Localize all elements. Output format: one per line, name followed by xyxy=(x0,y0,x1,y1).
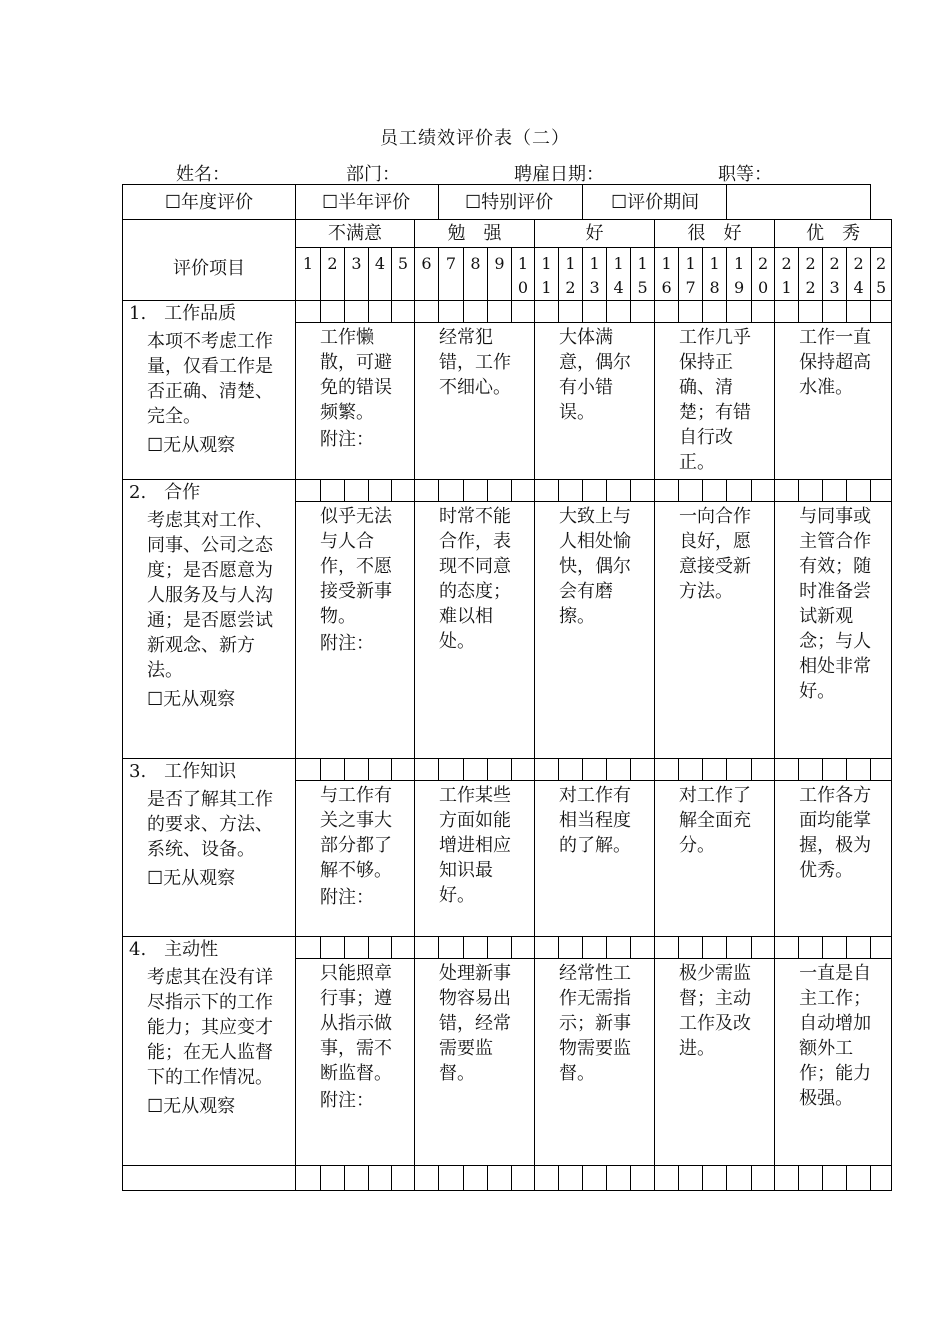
score-box[interactable] xyxy=(392,759,415,781)
score-box[interactable] xyxy=(321,301,345,323)
score-box[interactable] xyxy=(321,759,345,781)
score-3: 3 xyxy=(345,248,369,301)
score-box[interactable] xyxy=(464,759,488,781)
score-box[interactable] xyxy=(559,301,583,323)
score-box[interactable] xyxy=(583,937,607,959)
period-row xyxy=(123,185,892,220)
score-15: 1 5 xyxy=(631,248,655,301)
score-box[interactable] xyxy=(631,1166,655,1191)
score-24: 2 4 xyxy=(847,248,871,301)
score-box[interactable] xyxy=(439,301,464,323)
level-description-1 xyxy=(296,781,415,937)
note-label: 附注： xyxy=(320,633,374,654)
eval-item-header: 评价项目 xyxy=(123,220,296,301)
score-box[interactable] xyxy=(703,759,727,781)
score-14: 1 4 xyxy=(607,248,631,301)
period-option-semiannual[interactable] xyxy=(296,185,439,220)
score-box[interactable] xyxy=(775,759,799,781)
not-observable-checkbox[interactable]: ☐无从观察 xyxy=(147,435,236,456)
score-box[interactable] xyxy=(345,937,369,959)
score-12: 1 2 xyxy=(559,248,583,301)
level-description-1 xyxy=(296,502,415,759)
score-9: 9 xyxy=(488,248,512,301)
score-box[interactable] xyxy=(752,301,775,323)
score-box[interactable] xyxy=(655,759,679,781)
score-box[interactable] xyxy=(583,759,607,781)
score-box[interactable] xyxy=(752,1166,775,1191)
level-text: 似乎无法与人合作，不愿接受新事物。 xyxy=(320,506,392,627)
score-box[interactable] xyxy=(823,301,847,323)
score-box[interactable] xyxy=(369,937,392,959)
score-box[interactable] xyxy=(559,1166,583,1191)
item-description: 考虑其在没有详尽指示下的工作能力；其应变才能；在无人监督下的工作情况。 xyxy=(147,967,273,1088)
item-initiative-score-row xyxy=(123,937,892,959)
level-text: 工作某些方面如能增进相应知识最好。 xyxy=(439,785,511,906)
form-title: 员工绩效评价表（二） xyxy=(380,128,570,149)
note-label: 附注： xyxy=(320,887,374,908)
score-box[interactable] xyxy=(775,1166,799,1191)
level-text: 与同事或主管合作有效；随时准备尝试新观念；与人相处非常好。 xyxy=(799,506,872,702)
note-label: 附注： xyxy=(320,1090,374,1111)
item-description: 考虑其对工作、同事、公司之态度；是否愿意为人服务及与人沟通；是否愿尝试新观念、新方法。 xyxy=(147,510,273,681)
level-text: 经常犯错，工作不细心。 xyxy=(439,327,511,398)
item-title: 4. 主动性 xyxy=(129,939,219,960)
score-box[interactable] xyxy=(703,480,727,502)
score-box[interactable] xyxy=(703,937,727,959)
level-description-3 xyxy=(535,959,655,1166)
grade-header-3: 好 xyxy=(535,220,655,248)
score-box[interactable] xyxy=(488,759,512,781)
level-description-4 xyxy=(655,959,775,1166)
level-description-2 xyxy=(415,781,535,937)
score-box[interactable] xyxy=(559,759,583,781)
name-field-label: 姓名： xyxy=(176,164,230,185)
score-box[interactable] xyxy=(464,1166,488,1191)
item-title: 2. 合作 xyxy=(129,482,201,503)
level-text: 一向合作良好，愿意接受新方法。 xyxy=(679,506,752,602)
score-box[interactable] xyxy=(439,1166,464,1191)
level-text: 经常性工作无需指示；新事物需要监督。 xyxy=(559,963,632,1084)
score-box[interactable] xyxy=(392,937,415,959)
score-25: 2 5 xyxy=(871,248,892,301)
score-box[interactable] xyxy=(823,937,847,959)
score-box[interactable] xyxy=(296,480,321,502)
level-description-3 xyxy=(535,781,655,937)
score-box[interactable] xyxy=(847,301,871,323)
score-box[interactable] xyxy=(439,759,464,781)
custom-label: ☐评价期间 xyxy=(611,191,700,213)
item-quality-score-row xyxy=(123,301,892,323)
score-5: 5 xyxy=(392,248,415,301)
score-box[interactable] xyxy=(535,937,559,959)
score-18: 1 8 xyxy=(703,248,727,301)
score-box[interactable] xyxy=(703,1166,727,1191)
item-quality-cell xyxy=(123,301,296,480)
score-box[interactable] xyxy=(512,1166,535,1191)
grade-header-row xyxy=(123,220,892,248)
level-description-3 xyxy=(535,323,655,480)
score-box[interactable] xyxy=(488,937,512,959)
score-box[interactable] xyxy=(679,480,703,502)
level-text: 只能照章行事；遵从指示做事，需不断监督。 xyxy=(320,963,392,1084)
score-box[interactable] xyxy=(752,480,775,502)
score-box[interactable] xyxy=(727,301,752,323)
score-box[interactable] xyxy=(727,937,752,959)
score-box[interactable] xyxy=(871,480,892,502)
level-text: 对工作了解全面充分。 xyxy=(679,785,752,856)
score-box[interactable] xyxy=(799,759,823,781)
score-box[interactable] xyxy=(439,480,464,502)
department-field-label: 部门： xyxy=(346,164,400,185)
level-text: 对工作有相当程度的了解。 xyxy=(559,785,632,856)
score-box[interactable] xyxy=(847,759,871,781)
item-initiative-cell xyxy=(123,937,296,1166)
score-2: 2 xyxy=(321,248,345,301)
score-box[interactable] xyxy=(679,1166,703,1191)
item-knowledge-cell xyxy=(123,759,296,937)
score-box[interactable] xyxy=(871,1166,892,1191)
score-box[interactable] xyxy=(703,301,727,323)
score-box[interactable] xyxy=(512,759,535,781)
score-box[interactable] xyxy=(345,301,369,323)
score-box[interactable] xyxy=(535,301,559,323)
evaluation-table xyxy=(122,184,892,1191)
level-text: 工作懒散，可避免的错误频繁。 xyxy=(320,327,392,423)
item-description: 本项不考虑工作量，仅看工作是否正确、清楚、完全。 xyxy=(147,331,273,427)
score-box[interactable] xyxy=(535,1166,559,1191)
item-cooperation-score-row xyxy=(123,480,892,502)
level-description-5 xyxy=(775,781,892,937)
score-box[interactable] xyxy=(799,301,823,323)
score-box[interactable] xyxy=(512,480,535,502)
special-label: ☐特别评价 xyxy=(465,191,554,213)
level-text: 工作几乎保持正确、清楚；有错自行改正。 xyxy=(679,327,752,473)
score-box[interactable] xyxy=(464,937,488,959)
period-option-special[interactable] xyxy=(439,185,583,220)
level-text: 处理新事物容易出错，经常需要监督。 xyxy=(439,963,511,1084)
score-box[interactable] xyxy=(607,480,631,502)
score-box[interactable] xyxy=(392,480,415,502)
blank-score-row xyxy=(123,1166,892,1191)
score-box[interactable] xyxy=(439,937,464,959)
score-box[interactable] xyxy=(823,480,847,502)
score-box[interactable] xyxy=(679,937,703,959)
level-description-5 xyxy=(775,323,892,480)
score-box[interactable] xyxy=(535,480,559,502)
score-box[interactable] xyxy=(296,759,321,781)
score-box[interactable] xyxy=(871,759,892,781)
score-box[interactable] xyxy=(369,480,392,502)
score-8: 8 xyxy=(464,248,488,301)
score-box[interactable] xyxy=(679,301,703,323)
score-box[interactable] xyxy=(512,937,535,959)
score-box[interactable] xyxy=(847,1166,871,1191)
item-description: 是否了解其工作的要求、方法、系统、设备。 xyxy=(147,789,273,860)
score-box[interactable] xyxy=(799,937,823,959)
score-box[interactable] xyxy=(559,937,583,959)
score-box[interactable] xyxy=(775,480,799,502)
item-knowledge-score-row xyxy=(123,759,892,781)
score-box[interactable] xyxy=(392,1166,415,1191)
semiannual-label: ☐半年评价 xyxy=(322,191,411,213)
score-box[interactable] xyxy=(415,759,439,781)
score-17: 1 7 xyxy=(679,248,703,301)
level-description-4 xyxy=(655,323,775,480)
score-box[interactable] xyxy=(631,759,655,781)
score-box[interactable] xyxy=(345,480,369,502)
score-box[interactable] xyxy=(631,301,655,323)
level-text: 时常不能合作，表现不同意的态度；难以相处。 xyxy=(439,506,511,652)
score-box[interactable] xyxy=(799,1166,823,1191)
level-description-5 xyxy=(775,502,892,759)
blank-cell xyxy=(123,1166,296,1191)
score-box[interactable] xyxy=(752,937,775,959)
score-box[interactable] xyxy=(727,759,752,781)
score-box[interactable] xyxy=(392,301,415,323)
score-box[interactable] xyxy=(559,480,583,502)
score-box[interactable] xyxy=(679,759,703,781)
period-input-cell[interactable] xyxy=(727,185,871,220)
grade-header-2: 勉 强 xyxy=(415,220,535,248)
score-box[interactable] xyxy=(607,937,631,959)
level-text: 与工作有关之事大部分都了解不够。 xyxy=(320,785,392,881)
level-description-4 xyxy=(655,781,775,937)
score-box[interactable] xyxy=(296,937,321,959)
score-23: 2 3 xyxy=(823,248,847,301)
grade-header-1: 不满意 xyxy=(296,220,415,248)
score-box[interactable] xyxy=(752,759,775,781)
level-text: 工作各方面均能掌握，极为优秀。 xyxy=(799,785,872,881)
item-title: 1. 工作品质 xyxy=(129,303,237,324)
score-box[interactable] xyxy=(775,937,799,959)
score-box[interactable] xyxy=(799,480,823,502)
level-text: 极少需监督；主动工作及改进。 xyxy=(679,963,752,1059)
level-description-3 xyxy=(535,502,655,759)
hire-date-field-label: 聘雇日期： xyxy=(514,164,604,185)
score-box[interactable] xyxy=(535,759,559,781)
level-text: 工作一直保持超高水准。 xyxy=(799,327,872,398)
grade-header-4: 很 好 xyxy=(655,220,775,248)
level-text: 大体满意，偶尔有小错误。 xyxy=(559,327,632,423)
level-description-4 xyxy=(655,502,775,759)
score-box[interactable] xyxy=(655,937,679,959)
score-box[interactable] xyxy=(369,759,392,781)
score-box[interactable] xyxy=(488,1166,512,1191)
score-box[interactable] xyxy=(488,301,512,323)
score-22: 2 2 xyxy=(799,248,823,301)
item-title: 3. 工作知识 xyxy=(129,761,237,782)
score-box[interactable] xyxy=(512,301,535,323)
score-box[interactable] xyxy=(345,759,369,781)
level-description-5 xyxy=(775,959,892,1166)
score-box[interactable] xyxy=(415,480,439,502)
level-description-2 xyxy=(415,502,535,759)
level-text: 一直是自主工作；自动增加额外工作；能力极强。 xyxy=(799,963,872,1109)
score-box[interactable] xyxy=(415,301,439,323)
score-box[interactable] xyxy=(296,1166,321,1191)
score-box[interactable] xyxy=(655,1166,679,1191)
not-observable-checkbox[interactable]: ☐无从观察 xyxy=(147,1096,236,1117)
level-text: 大致上与人相处愉快，偶尔会有磨擦。 xyxy=(559,506,632,627)
level-description-2 xyxy=(415,323,535,480)
score-box[interactable] xyxy=(321,480,345,502)
score-box[interactable] xyxy=(823,1166,847,1191)
score-box[interactable] xyxy=(607,301,631,323)
level-description-2 xyxy=(415,959,535,1166)
score-box[interactable] xyxy=(847,480,871,502)
score-box[interactable] xyxy=(775,301,799,323)
score-box[interactable] xyxy=(321,1166,345,1191)
score-11: 1 1 xyxy=(535,248,559,301)
score-box[interactable] xyxy=(847,937,871,959)
score-box[interactable] xyxy=(823,759,847,781)
score-box[interactable] xyxy=(727,480,752,502)
score-box[interactable] xyxy=(369,301,392,323)
not-observable-checkbox[interactable]: ☐无从观察 xyxy=(147,689,236,710)
score-box[interactable] xyxy=(583,301,607,323)
score-box[interactable] xyxy=(655,480,679,502)
score-1: 1 xyxy=(296,248,321,301)
not-observable-checkbox[interactable]: ☐无从观察 xyxy=(147,868,236,889)
score-box[interactable] xyxy=(655,301,679,323)
score-box[interactable] xyxy=(871,937,892,959)
level-description-1 xyxy=(296,323,415,480)
score-13: 1 3 xyxy=(583,248,607,301)
score-4: 4 xyxy=(369,248,392,301)
score-box[interactable] xyxy=(464,480,488,502)
score-box[interactable] xyxy=(369,1166,392,1191)
score-20: 2 0 xyxy=(752,248,775,301)
score-box[interactable] xyxy=(415,1166,439,1191)
score-box[interactable] xyxy=(607,1166,631,1191)
score-21: 2 1 xyxy=(775,248,799,301)
score-box[interactable] xyxy=(296,301,321,323)
score-box[interactable] xyxy=(464,301,488,323)
score-10: 1 0 xyxy=(512,248,535,301)
score-box[interactable] xyxy=(321,937,345,959)
score-box[interactable] xyxy=(415,937,439,959)
score-box[interactable] xyxy=(583,480,607,502)
score-box[interactable] xyxy=(631,937,655,959)
score-box[interactable] xyxy=(871,301,892,323)
score-box[interactable] xyxy=(345,1166,369,1191)
period-option-annual[interactable]: ☐年度评价 xyxy=(123,185,296,220)
score-19: 1 9 xyxy=(727,248,752,301)
score-box[interactable] xyxy=(607,759,631,781)
level-description-1 xyxy=(296,959,415,1166)
score-16: 1 6 xyxy=(655,248,679,301)
score-box[interactable] xyxy=(727,1166,752,1191)
note-label: 附注： xyxy=(320,429,374,450)
score-box[interactable] xyxy=(583,1166,607,1191)
grade-field-label: 职等： xyxy=(718,164,772,185)
score-box[interactable] xyxy=(631,480,655,502)
grade-header-5: 优 秀 xyxy=(775,220,892,248)
period-option-custom[interactable] xyxy=(583,185,727,220)
score-7: 7 xyxy=(439,248,464,301)
item-cooperation-cell xyxy=(123,480,296,759)
score-6: 6 xyxy=(415,248,439,301)
score-box[interactable] xyxy=(488,480,512,502)
